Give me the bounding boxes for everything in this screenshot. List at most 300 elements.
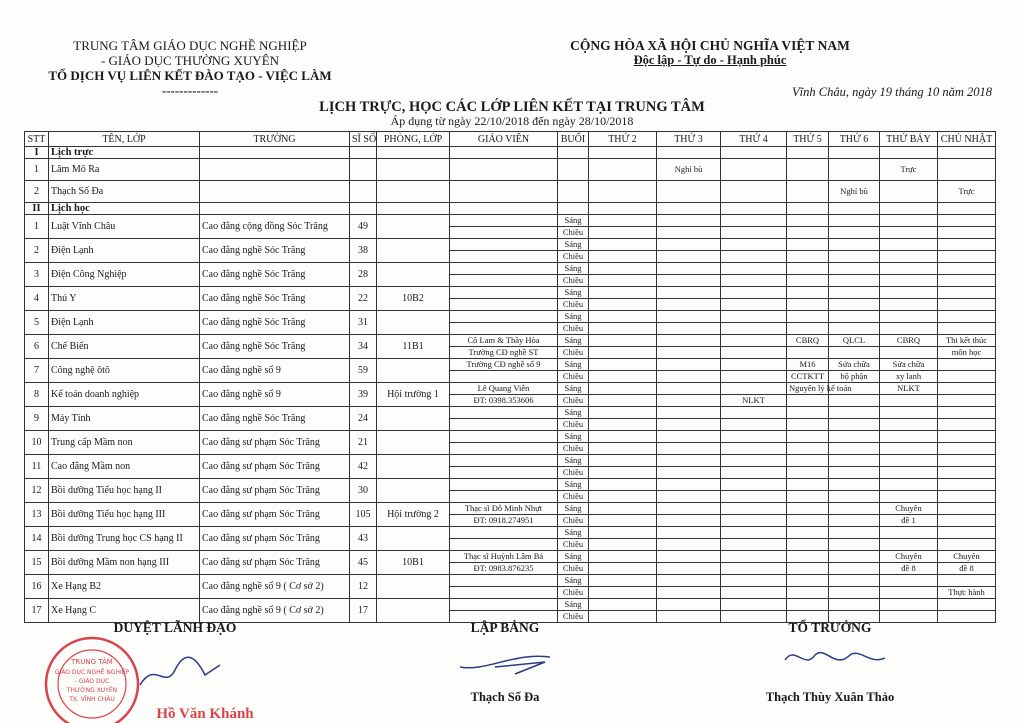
- schedule-cell: [721, 335, 787, 347]
- schedule-cell: [787, 215, 829, 227]
- schedule-cell: Chuyên: [938, 551, 996, 563]
- teacher-detail: [450, 227, 558, 239]
- table-cell: [589, 203, 657, 215]
- row-number: 11: [25, 455, 49, 479]
- table-cell: [450, 147, 558, 159]
- schedule-cell: [787, 551, 829, 563]
- schedule-cell: [880, 479, 938, 491]
- table-cell: [200, 147, 350, 159]
- table-cell: [350, 147, 377, 159]
- teacher: [450, 407, 558, 419]
- schedule-cell: Sửa chữa: [829, 359, 880, 371]
- student-count: 12: [350, 575, 377, 599]
- schedule-cell: [829, 347, 880, 359]
- table-header-row: [25, 132, 996, 147]
- teacher: Lê Quang Viễn: [450, 383, 558, 395]
- schedule-cell: [721, 227, 787, 239]
- svg-text:TX. VĨNH CHÂU: TX. VĨNH CHÂU: [69, 696, 115, 703]
- teacher: Trường CĐ nghề số 9: [450, 359, 558, 371]
- teacher: [450, 575, 558, 587]
- staff-name: Lâm Mô Ra: [49, 159, 200, 181]
- schedule-cell: [589, 467, 657, 479]
- column-header: TÊN, LỚP: [49, 132, 200, 147]
- schedule-cell: [721, 539, 787, 551]
- svg-text:THƯỜNG XUYÊN: THƯỜNG XUYÊN: [66, 687, 118, 694]
- schedule-cell: [589, 323, 657, 335]
- schedule-cell: [657, 563, 721, 575]
- class-row-morning: [25, 551, 996, 563]
- teacher: [450, 311, 558, 323]
- schedule-cell: [657, 503, 721, 515]
- schedule-cell: [829, 587, 880, 599]
- schedule-cell: NLKT: [880, 383, 938, 395]
- schedule-cell: [721, 479, 787, 491]
- teacher: [450, 263, 558, 275]
- schedule-cell: [589, 227, 657, 239]
- org-line-4: -------------: [161, 83, 219, 98]
- schedule-cell: [938, 383, 996, 395]
- student-count: 59: [350, 359, 377, 383]
- schedule-cell: [829, 467, 880, 479]
- schedule-cell: [657, 431, 721, 443]
- schedule-cell: [589, 491, 657, 503]
- schedule-cell: [787, 599, 829, 611]
- table-cell: [377, 181, 450, 203]
- schedule-cell: [787, 159, 829, 181]
- schedule-cell: [880, 539, 938, 551]
- teacher: [450, 239, 558, 251]
- schedule-cell: [787, 347, 829, 359]
- teacher-detail: [450, 467, 558, 479]
- class-name: Bồi dưỡng Mầm non hạng III: [49, 551, 200, 575]
- schedule-cell: [721, 455, 787, 467]
- column-header: STT: [25, 132, 49, 147]
- schedule-cell: [721, 563, 787, 575]
- student-count: 34: [350, 335, 377, 359]
- session-afternoon: Chiều: [558, 587, 589, 599]
- row-number: 5: [25, 311, 49, 335]
- schedule-cell: [721, 311, 787, 323]
- schedule-cell: [657, 383, 721, 395]
- schedule-cell: [657, 527, 721, 539]
- leader-name: Hồ Văn Khánh: [156, 706, 254, 722]
- schedule-cell: [829, 159, 880, 181]
- schedule-cell: [657, 407, 721, 419]
- schedule-cell: [787, 575, 829, 587]
- schedule-cell: [589, 611, 657, 623]
- schedule-cell: [938, 491, 996, 503]
- schedule-cell: [589, 311, 657, 323]
- schedule-cell: [721, 515, 787, 527]
- teacher: [450, 599, 558, 611]
- student-count: 17: [350, 599, 377, 623]
- school-name: Cao đẳng nghề số 9: [200, 383, 350, 407]
- column-header: SĨ SỐ: [350, 132, 377, 147]
- schedule-cell: [721, 467, 787, 479]
- school-name: Cao đẳng nghề Sóc Trăng: [200, 239, 350, 263]
- schedule-cell: [721, 239, 787, 251]
- national-motto: Độc lập - Tự do - Hạnh phúc: [633, 53, 787, 67]
- schedule-cell: Thi kết thúc: [938, 335, 996, 347]
- session-morning: Sáng: [558, 431, 589, 443]
- issue-date: Vĩnh Châu, ngày 19 tháng 10 năm 2018: [792, 85, 992, 99]
- schedule-cell: [829, 563, 880, 575]
- schedule-cell: [657, 311, 721, 323]
- schedule-cell: [938, 479, 996, 491]
- class-row-morning: [25, 527, 996, 539]
- schedule-cell: Trực: [938, 181, 996, 203]
- school-name: Cao đẳng nghề số 9 ( Cơ sở 2): [200, 575, 350, 599]
- schedule-cell: [829, 227, 880, 239]
- row-number: 14: [25, 527, 49, 551]
- schedule-cell: bộ phận: [829, 371, 880, 383]
- schedule-cell: [880, 431, 938, 443]
- teacher-detail: [450, 587, 558, 599]
- schedule-cell: [589, 563, 657, 575]
- schedule-cell: [589, 599, 657, 611]
- column-header: CHỦ NHẬT: [938, 132, 996, 147]
- student-count: 38: [350, 239, 377, 263]
- school-name: Cao đẳng sư phạm Sóc Trăng: [200, 551, 350, 575]
- room: [377, 455, 450, 479]
- schedule-cell: [657, 251, 721, 263]
- room: [377, 407, 450, 431]
- schedule-cell: [657, 491, 721, 503]
- schedule-cell: [880, 311, 938, 323]
- schedule-cell: M16: [787, 359, 829, 371]
- schedule-cell: [787, 275, 829, 287]
- class-row-morning: [25, 455, 996, 467]
- column-header: GIÁO VIÊN: [450, 132, 558, 147]
- schedule-cell: [829, 299, 880, 311]
- schedule-cell: [589, 455, 657, 467]
- teacher: Thạc sĩ Huỳnh Lâm Bá: [450, 551, 558, 563]
- school-name: Cao đẳng nghề Sóc Trăng: [200, 263, 350, 287]
- room: 11B1: [377, 335, 450, 359]
- row-number: 9: [25, 407, 49, 431]
- schedule-cell: [938, 467, 996, 479]
- schedule-cell: [938, 251, 996, 263]
- schedule-cell: [787, 455, 829, 467]
- class-row-morning: [25, 407, 996, 419]
- class-row-morning: [25, 215, 996, 227]
- schedule-cell: [787, 323, 829, 335]
- school-name: Cao đẳng nghề số 9: [200, 359, 350, 383]
- student-count: 30: [350, 479, 377, 503]
- class-name: Thú Y: [49, 287, 200, 311]
- schedule-cell: CBRQ: [787, 335, 829, 347]
- schedule-cell: [938, 431, 996, 443]
- schedule-cell: [589, 215, 657, 227]
- student-count: 105: [350, 503, 377, 527]
- session-afternoon: Chiều: [558, 515, 589, 527]
- teacher: Cô Lam & Thầy Hòa: [450, 335, 558, 347]
- schedule-cell: [829, 311, 880, 323]
- preparer-name: Thạch Số Đa: [470, 690, 540, 704]
- schedule-cell: Chuyên: [880, 551, 938, 563]
- student-count: 24: [350, 407, 377, 431]
- school-name: Cao đẳng nghề Sóc Trăng: [200, 407, 350, 431]
- schedule-cell: [880, 299, 938, 311]
- schedule-cell: Trực: [880, 159, 938, 181]
- schedule-cell: [589, 395, 657, 407]
- duty-row: [25, 181, 996, 203]
- schedule-cell: [589, 263, 657, 275]
- class-row-morning: [25, 287, 996, 299]
- class-row-morning: [25, 311, 996, 323]
- column-header: PHÒNG, LỚP: [377, 132, 450, 147]
- class-row-morning: [25, 431, 996, 443]
- schedule-cell: [787, 181, 829, 203]
- schedule-cell: NLKT: [721, 395, 787, 407]
- schedule-cell: [938, 323, 996, 335]
- schedule-cell: [829, 251, 880, 263]
- table-cell: [787, 147, 829, 159]
- schedule-cell: [880, 323, 938, 335]
- schedule-cell: [829, 263, 880, 275]
- teacher-detail: ĐT: 0983.876235: [450, 563, 558, 575]
- schedule-cell: [589, 299, 657, 311]
- schedule-cell: [589, 587, 657, 599]
- schedule-cell: [787, 479, 829, 491]
- schedule-cell: [938, 263, 996, 275]
- schedule-cell: [657, 515, 721, 527]
- session-morning: Sáng: [558, 407, 589, 419]
- schedule-cell: [657, 455, 721, 467]
- schedule-cell: [721, 215, 787, 227]
- table-cell: [200, 203, 350, 215]
- room: [377, 311, 450, 335]
- schedule-cell: [721, 371, 787, 383]
- schedule-cell: [829, 515, 880, 527]
- schedule-cell: [938, 455, 996, 467]
- schedule-cell: [589, 515, 657, 527]
- preparer-signature-icon: [455, 642, 565, 682]
- row-number: 15: [25, 551, 49, 575]
- table-cell: [350, 159, 377, 181]
- class-name: Luật Vĩnh Châu: [49, 215, 200, 239]
- schedule-cell: [880, 407, 938, 419]
- schedule-cell: [589, 359, 657, 371]
- schedule-cell: [787, 491, 829, 503]
- schedule-cell: [938, 395, 996, 407]
- schedule-cell: [829, 275, 880, 287]
- svg-text:GIÁO DỤC NGHỀ NGHIỆP: GIÁO DỤC NGHỀ NGHIỆP: [54, 669, 130, 676]
- schedule-cell: [721, 527, 787, 539]
- schedule-cell: [880, 181, 938, 203]
- session-morning: Sáng: [558, 599, 589, 611]
- schedule-cell: [880, 263, 938, 275]
- student-count: 43: [350, 527, 377, 551]
- session-afternoon: Chiều: [558, 227, 589, 239]
- schedule-cell: [938, 275, 996, 287]
- row-number: 7: [25, 359, 49, 383]
- schedule-cell: [657, 599, 721, 611]
- schedule-cell: [880, 599, 938, 611]
- student-count: 31: [350, 311, 377, 335]
- student-count: 39: [350, 383, 377, 407]
- schedule-cell: [721, 181, 787, 203]
- org-line-2: - GIÁO DỤC THƯỜNG XUYÊN: [100, 53, 280, 68]
- school-name: Cao đẳng nghề số 9 ( Cơ sở 2): [200, 599, 350, 623]
- teacher-detail: [450, 299, 558, 311]
- schedule-cell: [787, 263, 829, 275]
- schedule-cell: [787, 515, 829, 527]
- schedule-cell: [829, 419, 880, 431]
- schedule-cell: [880, 455, 938, 467]
- column-header: TRƯỜNG: [200, 132, 350, 147]
- schedule-cell: [589, 527, 657, 539]
- schedule-cell: [657, 539, 721, 551]
- section-title: Lịch học: [49, 203, 200, 215]
- schedule-cell: [938, 159, 996, 181]
- schedule-cell: [880, 215, 938, 227]
- schedule-cell: [657, 479, 721, 491]
- schedule-cell: [589, 431, 657, 443]
- school-name: Cao đẳng nghề Sóc Trăng: [200, 311, 350, 335]
- row-number: 12: [25, 479, 49, 503]
- schedule-cell: Nguyên lý kế toán: [787, 383, 829, 395]
- table-cell: [377, 159, 450, 181]
- schedule-cell: [657, 275, 721, 287]
- schedule-cell: [657, 347, 721, 359]
- class-name: Công nghệ ôtô: [49, 359, 200, 383]
- table-cell: [350, 181, 377, 203]
- schedule-cell: [829, 215, 880, 227]
- schedule-cell: [721, 575, 787, 587]
- schedule-cell: [880, 227, 938, 239]
- table-cell: [450, 203, 558, 215]
- session-morning: Sáng: [558, 287, 589, 299]
- schedule-cell: [721, 587, 787, 599]
- preparer-title: LẬP BẢNG: [470, 620, 540, 635]
- row-number: 2: [25, 181, 49, 203]
- class-name: Bồi dưỡng Tiểu học hạng III: [49, 503, 200, 527]
- schedule-cell: [880, 347, 938, 359]
- leader-signature-icon: [135, 650, 225, 695]
- teacher-detail: [450, 371, 558, 383]
- column-header: THỨ 2: [589, 132, 657, 147]
- row-number: 13: [25, 503, 49, 527]
- row-number: 10: [25, 431, 49, 455]
- schedule-cell: [880, 395, 938, 407]
- room: [377, 479, 450, 503]
- schedule-cell: [657, 359, 721, 371]
- teacher-detail: [450, 251, 558, 263]
- schedule-cell: [721, 491, 787, 503]
- schedule-cell: [938, 539, 996, 551]
- schedule-cell: [787, 563, 829, 575]
- schedule-cell: [787, 503, 829, 515]
- session-afternoon: Chiều: [558, 347, 589, 359]
- row-number: 6: [25, 335, 49, 359]
- teacher-detail: [450, 491, 558, 503]
- school-name: Cao đẳng sư phạm Sóc Trăng: [200, 431, 350, 455]
- schedule-cell: [880, 587, 938, 599]
- session-afternoon: Chiều: [558, 467, 589, 479]
- room: [377, 431, 450, 455]
- schedule-cell: [657, 395, 721, 407]
- teacher-detail: ĐT: 0398.353606: [450, 395, 558, 407]
- schedule-cell: [938, 299, 996, 311]
- schedule-cell: [787, 527, 829, 539]
- table-cell: [558, 147, 589, 159]
- schedule-cell: [657, 181, 721, 203]
- class-name: Xe Hạng B2: [49, 575, 200, 599]
- table-cell: [558, 181, 589, 203]
- schedule-cell: [589, 443, 657, 455]
- schedule-cell: Thực hành: [938, 587, 996, 599]
- schedule-cell: [657, 335, 721, 347]
- row-number: 17: [25, 599, 49, 623]
- schedule-cell: [829, 575, 880, 587]
- table-cell: [880, 147, 938, 159]
- schedule-cell: [657, 227, 721, 239]
- teacher-detail: [450, 275, 558, 287]
- org-line-1: TRUNG TÂM GIÁO DỤC NGHỀ NGHIỆP: [73, 38, 307, 53]
- page-title: LỊCH TRỰC, HỌC CÁC LỚP LIÊN KẾT TẠI TRUNG TÂM: [319, 99, 705, 115]
- svg-text:TRUNG TÂM: TRUNG TÂM: [71, 658, 113, 666]
- class-row-morning: [25, 239, 996, 251]
- schedule-cell: [657, 443, 721, 455]
- session-morning: Sáng: [558, 503, 589, 515]
- schedule-cell: [589, 159, 657, 181]
- class-row-morning: [25, 575, 996, 587]
- schedule-cell: [657, 371, 721, 383]
- schedule-cell: CBRQ: [880, 335, 938, 347]
- table-cell: [829, 147, 880, 159]
- schedule-cell: [829, 431, 880, 443]
- schedule-cell: [880, 491, 938, 503]
- schedule-cell: Nghỉ bù: [657, 159, 721, 181]
- table-cell: [938, 147, 996, 159]
- table-cell: [200, 181, 350, 203]
- schedule-cell: [721, 431, 787, 443]
- schedule-cell: xy lanh: [880, 371, 938, 383]
- room: [377, 575, 450, 599]
- schedule-cell: [721, 287, 787, 299]
- class-name: Điện Lạnh: [49, 311, 200, 335]
- column-header: THỨ BẢY: [880, 132, 938, 147]
- schedule-cell: [829, 455, 880, 467]
- schedule-cell: [938, 503, 996, 515]
- schedule-cell: Sửa chữa: [880, 359, 938, 371]
- schedule-cell: [589, 181, 657, 203]
- session-morning: Sáng: [558, 383, 589, 395]
- schedule-cell: [880, 443, 938, 455]
- class-name: Cao đẳng Mầm non: [49, 455, 200, 479]
- schedule-cell: [657, 239, 721, 251]
- column-header: THỨ 4: [721, 132, 787, 147]
- table-cell: [377, 203, 450, 215]
- session-morning: Sáng: [558, 551, 589, 563]
- schedule-cell: [787, 419, 829, 431]
- schedule-cell: đề 8: [938, 563, 996, 575]
- session-afternoon: Chiều: [558, 323, 589, 335]
- row-number: 1: [25, 159, 49, 181]
- teacher-detail: [450, 443, 558, 455]
- table-cell: [787, 203, 829, 215]
- schedule-cell: [880, 467, 938, 479]
- schedule-cell: [880, 575, 938, 587]
- school-name: Cao đẳng sư phạm Sóc Trăng: [200, 479, 350, 503]
- svg-text:- GIÁO DỤC: - GIÁO DỤC: [74, 678, 110, 685]
- schedule-cell: [829, 323, 880, 335]
- schedule-cell: đề 1: [880, 515, 938, 527]
- schedule-cell: [787, 443, 829, 455]
- schedule-cell: [829, 599, 880, 611]
- schedule-cell: [721, 359, 787, 371]
